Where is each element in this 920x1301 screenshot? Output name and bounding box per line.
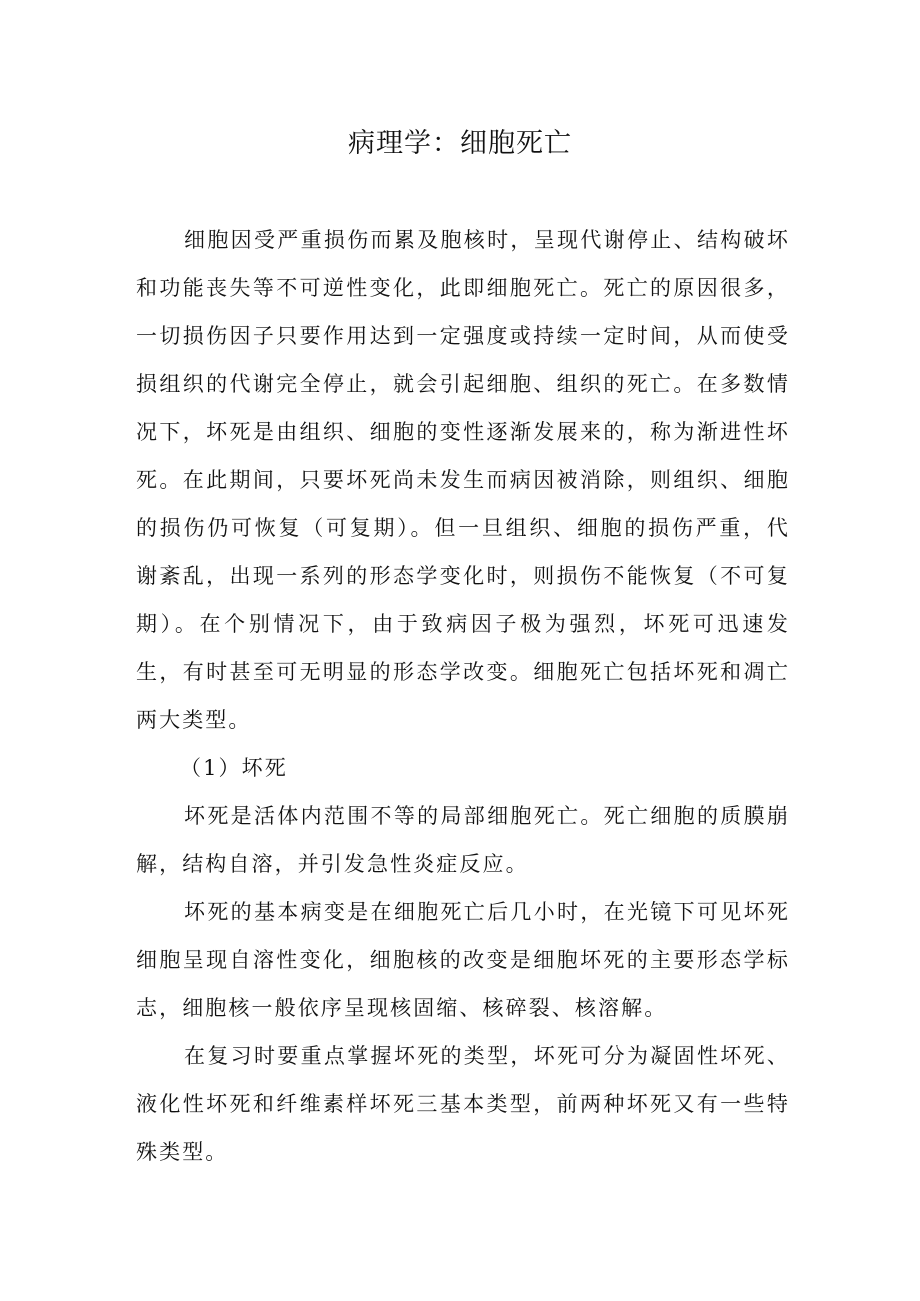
- section-heading-necrosis: （1）坏死: [180, 756, 288, 780]
- paragraph-necrosis-definition: 坏死是活体内范围不等的局部细胞死亡。死亡细胞的质膜崩解，结构自溶，并引发急性炎症反应。: [136, 804, 790, 876]
- paragraph-necrosis-basic-lesion: 坏死的基本病变是在细胞死亡后几小时，在光镜下可见坏死细胞呈现自溶性变化，细胞核的改变是细胞坏死的主要形态学标志，细胞核一般依序呈现核固缩、核碎裂、核溶解。: [136, 900, 790, 1020]
- document-title: 病理学：细胞死亡: [348, 128, 572, 159]
- paragraph-cell-death-intro: 细胞因受严重损伤而累及胞核时，呈现代谢停止、结构破坏和功能丧失等不可逆性变化，此即细胞死亡。死亡的原因很多，一切损伤因子只要作用达到一定强度或持续一定时间，从而使受损组织的代谢完全停止，就会引起细胞、组织的死亡。在多数情况下，坏死是由组织、细胞的变性逐渐发展来的，称为渐进性坏死。在此期间，只要坏死尚未发生而病因被消除，则组织、细胞的损伤仍可恢复（可复期）。但一旦组织、细胞的损伤严重，代谢紊乱，出现一系列的形态学变化时，则损伤不能恢复（不可复期）。在个别情况下，由于致病因子极为强烈，坏死可迅速发生，有时甚至可无明显的形态学改变。细胞死亡包括坏死和凋亡两大类型。: [136, 228, 790, 732]
- paragraph-necrosis-types: 在复习时要重点掌握坏死的类型，坏死可分为凝固性坏死、液化性坏死和纤维素样坏死三基本类型，前两种坏死又有一些特殊类型。: [136, 1044, 790, 1164]
- document-body: [136, 216, 790, 1176]
